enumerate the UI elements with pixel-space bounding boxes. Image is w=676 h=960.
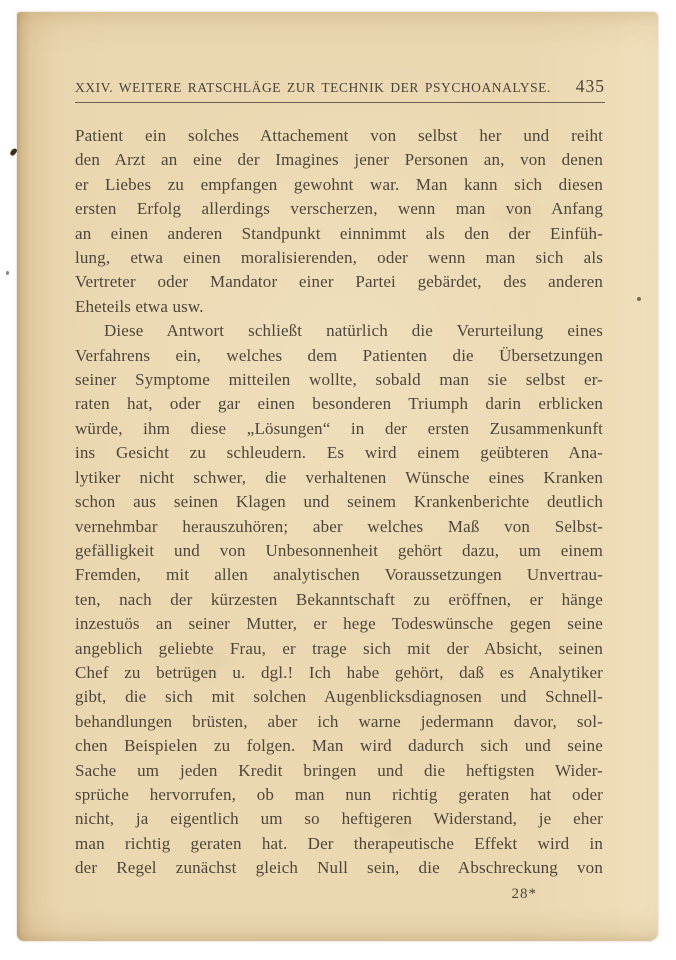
text-line: nicht, ja eigentlich um so heftigeren Widerstand, je eher <box>75 809 603 829</box>
text-line: Sache um jeden Kredit bringen und die heftigsten Wider- <box>75 760 603 780</box>
text-line: Eheteils etwa usw. <box>75 296 204 316</box>
text-line: man richtig geraten hat. Der therapeutische Effekt wird in <box>75 833 603 853</box>
text-line: inzestuös an seiner Mutter, er hege Todeswünsche gegen seine <box>75 614 603 634</box>
text-line: angeblich geliebte Frau, er trage sich mit der Absicht, seinen <box>75 638 603 658</box>
text-line: behandlungen brüsten, aber ich warne jedermann davor, sol- <box>75 711 603 731</box>
text-line: schon aus seinen Klagen und seinem Krankenberichte deutlich <box>75 492 603 512</box>
text-line: ten, nach der kürzesten Bekanntschaft zu eröffnen, er hänge <box>75 589 603 609</box>
text-line: Diese Antwort schließt natürlich die Verurteilung eines <box>104 321 603 341</box>
text-line: den Arzt an eine der Imagines jener Personen an, von denen <box>75 150 603 170</box>
text-line: ersten Erfolg allerdings verscherzen, wenn man von Anfang <box>75 199 603 219</box>
chapter-header-title: XXIV. WEITERE RATSCHLÄGE ZUR TECHNIK DER PSYCHOANALYSE. <box>75 80 551 95</box>
text-line: gibt, die sich mit solchen Augenblicksdiagnosen und Schnell- <box>75 687 603 707</box>
ink-speck <box>637 297 641 301</box>
text-line: vernehmbar herauszuhören; aber welches Maß von Selbst- <box>75 516 603 536</box>
running-header <box>75 76 605 103</box>
text-line: seiner Symptome mitteilen wollte, sobald man sie selbst er- <box>75 370 603 390</box>
text-line: lung, etwa einen moralisierenden, oder wenn man sich als <box>75 248 603 268</box>
printers-signature-mark: 28* <box>511 885 537 902</box>
page-number: 435 <box>575 76 605 96</box>
text-line: Vertreter oder Mandator einer Partei gebärdet, des anderen <box>75 272 603 292</box>
text-line: würde, ihm diese „Lösungen“ in der ersten Zusammenkunft <box>75 418 603 438</box>
text-line: Chef zu betrügen u. dgl.! Ich habe gehört, daß es Analytiker <box>75 662 603 682</box>
text-line: an einen anderen Standpunkt einnimmt als den der Einfüh- <box>75 223 603 243</box>
text-line: Fremden, mit allen analytischen Voraussetzungen Unvertrau- <box>75 565 603 585</box>
text-line: Verfahrens ein, welches dem Patienten die Übersetzungen <box>75 345 603 365</box>
text-line: lytiker nicht schwer, die verhaltenen Wünsche eines Kranken <box>75 467 603 487</box>
ink-speck <box>6 271 9 275</box>
text-line: raten hat, oder gar einen besonderen Triumph darin erblicken <box>75 394 603 414</box>
text-line: sprüche hervorrufen, ob man nun richtig geraten hat oder <box>75 784 603 804</box>
text-line: ins Gesicht zu schleudern. Es wird einem geübteren Ana- <box>75 443 603 463</box>
text-line: gefälligkeit und von Unbesonnenheit gehört dazu, um einem <box>75 540 603 560</box>
text-line: chen Beispielen zu folgen. Man wird dadurch sich und seine <box>75 736 603 756</box>
text-line: er Liebes zu empfangen gewohnt war. Man kann sich diesen <box>75 174 603 194</box>
scanned-book-page <box>17 12 658 941</box>
text-line: Patient ein solches Attachement von selbst her und reiht <box>75 126 603 145</box>
text-line: der Regel zunächst gleich Null sein, die Abschreckung von <box>75 858 603 878</box>
page-body-text <box>75 124 603 906</box>
